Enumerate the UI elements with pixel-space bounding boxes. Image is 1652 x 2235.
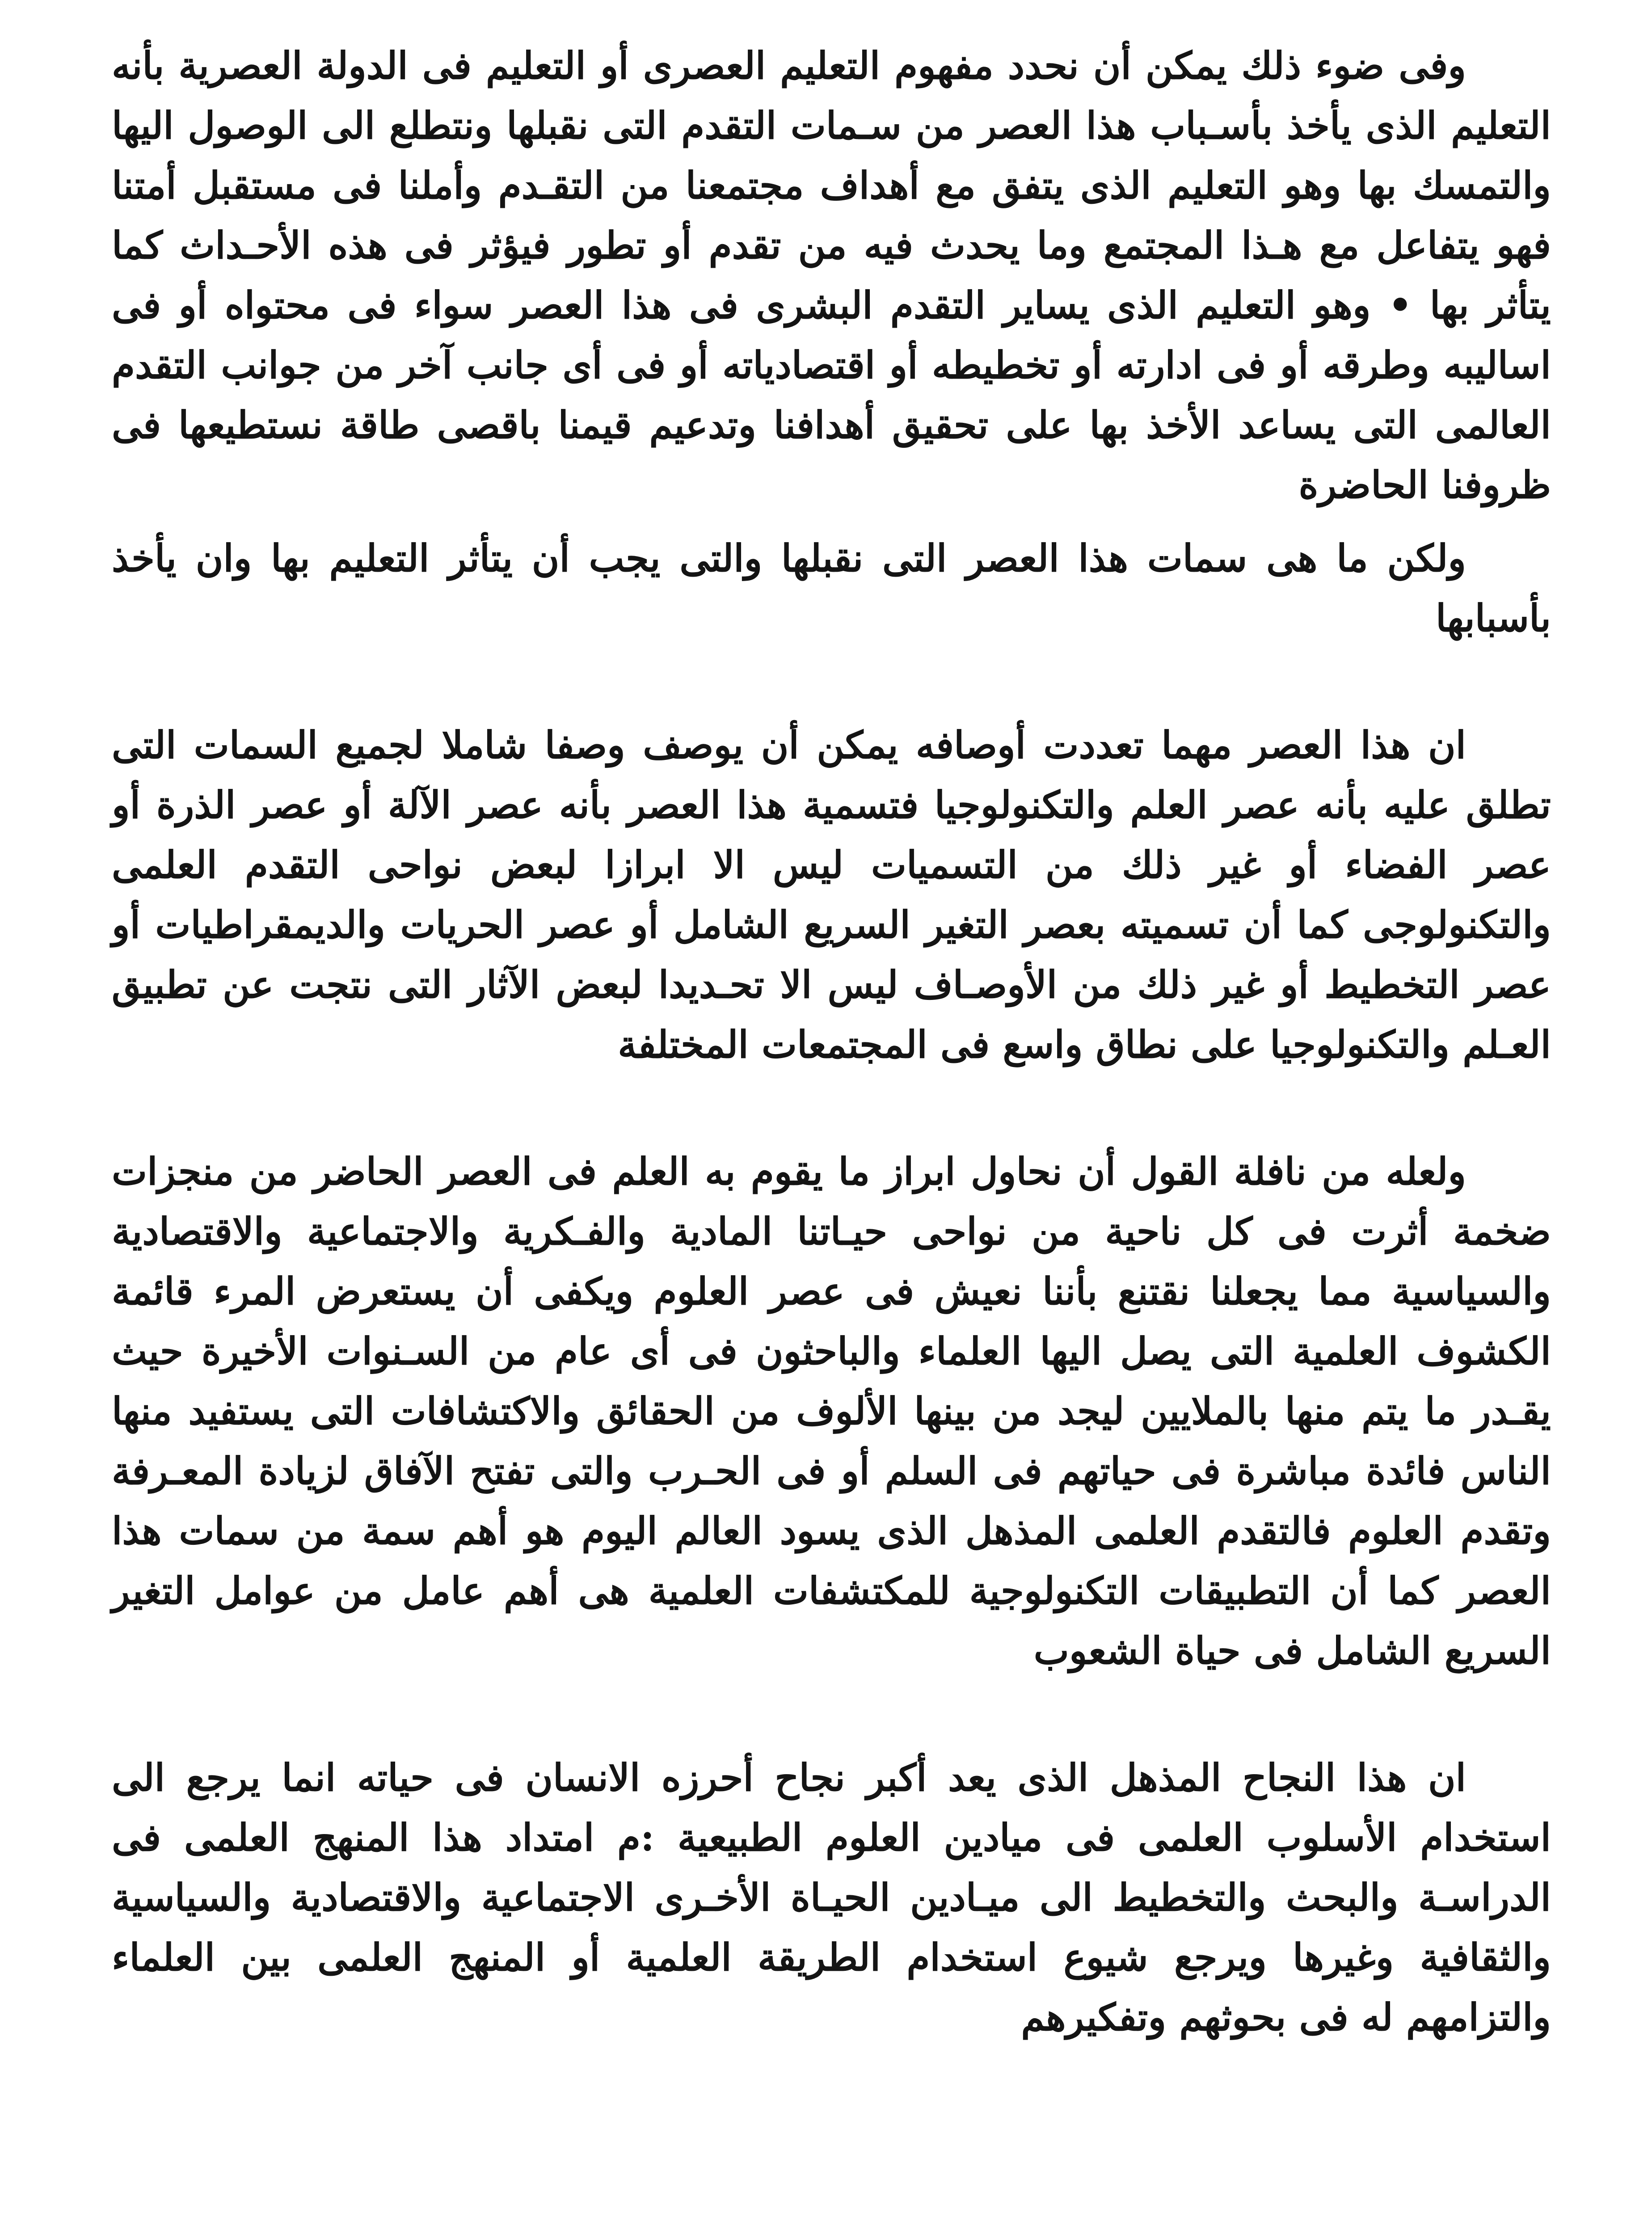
paragraph-2: ولكن ما هى سمات هذا العصر التى نقبلها والتى يجب أن يتأثر التعليم بها وان يأخذ بأسبابها bbox=[112, 536, 1551, 640]
paragraph-5: ان هذا النجاح المذهل الذى يعد أكبر نجاح أحرزه الانسان فى حياته انما يرجع الى استخدام الأسلوب العلمى فى ميادين العلوم الطبيعية :م امتداد هذا المنهج العلمى فى الدراسـة والبحث والتخطيط الى ميـادين الحيـاة الأخـرى الاجتماعية والاقتصادية والسياسية والثقافية وغيرها ويرجع شيوع استخدام الطريقة العلمية أو المنهج العلمى بين العلماء والتزامهم له فى بحوثهم وتفكيرهم bbox=[112, 1755, 1551, 2039]
body-text bbox=[112, 36, 1551, 2047]
paragraph-4: ولعله من نافلة القول أن نحاول ابراز ما يقوم به العلم فى العصر الحاضر من منجزات ضخمة أثرت فى كل ناحية من نواحى حيـاتنا المادية والفـكرية والاجتماعية والاقتصادية والسياسية مما يجعلنا نقتنع بأننا نعيش فى عصر العلوم ويكفى أن يستعرض المرء قائمة الكشوف العلمية التى يصل اليها العلماء والباحثون فى أى عام من السـنوات الأخيرة حيث يقـدر ما يتم منها بالملايين ليجد من بينها الألوف من الحقائق والاكتشافات التى يستفيد منها الناس فائدة مباشرة فى حياتهم فى السلم أو فى الحـرب والتى تفتح الآفاق لزيادة المعـرفة وتقدم العلوم فالتقدم العلمى المذهل الذى يسود العالم اليوم هو أهم سمة من سمات هذا العصر كما أن التطبيقات التكنولوجية للمكتشفات العلمية هى أهم عامل من عوامل التغير السريع الشامل فى حياة الشعوب bbox=[112, 1149, 1551, 1673]
paragraph-3: ان هذا العصر مهما تعددت أوصافه يمكن أن يوصف وصفا شاملا لجميع السمات التى تطلق عليه بأنه عصر العلم والتكنولوجيا فتسمية هذا العصر بأنه عصر الآلة أو عصر الذرة أو عصر الفضاء أو غير ذلك من التسميات ليس الا ابرازا لبعض نواحى التقدم العلمى والتكنولوجى كما أن تسميته بعصر التغير السريع الشامل أو عصر الحريات والديمقراطيات أو عصر التخطيط أو غير ذلك من الأوصـاف ليس الا تحـديدا لبعض الآثار التى نتجت عن تطبيق العـلم والتكنولوجيا على نطاق واسع فى المجتمعات المختلفة bbox=[112, 723, 1551, 1067]
paragraph-1: وفى ضوء ذلك يمكن أن نحدد مفهوم التعليم العصرى أو التعليم فى الدولة العصرية بأنه التعليم الذى يأخذ بأسـباب هذا العصر من سـمات التقدم التى نقبلها ونتطلع الى الوصول اليها والتمسك بها وهو التعليم الذى يتفق مع أهداف مجتمعنا من التقـدم وأملنا فى مستقبل أمتنا فهو يتفاعل مع هـذا المجتمع وما يحدث فيه من تقدم أو تطور فيؤثر فى هذه الأحـداث كما يتأثر بها • وهو التعليم الذى يساير التقدم البشرى فى هذا العصر سواء فى محتواه أو فى اساليبه وطرقه أو فى ادارته أو تخطيطه أو اقتصادياته أو فى أى جانب آخر من جوانب التقدم العالمى التى يساعد الأخذ بها على تحقيق أهدافنا وتدعيم قيمنا باقصى طاقة نستطيعها فى ظروفنا الحاضرة bbox=[112, 43, 1551, 507]
